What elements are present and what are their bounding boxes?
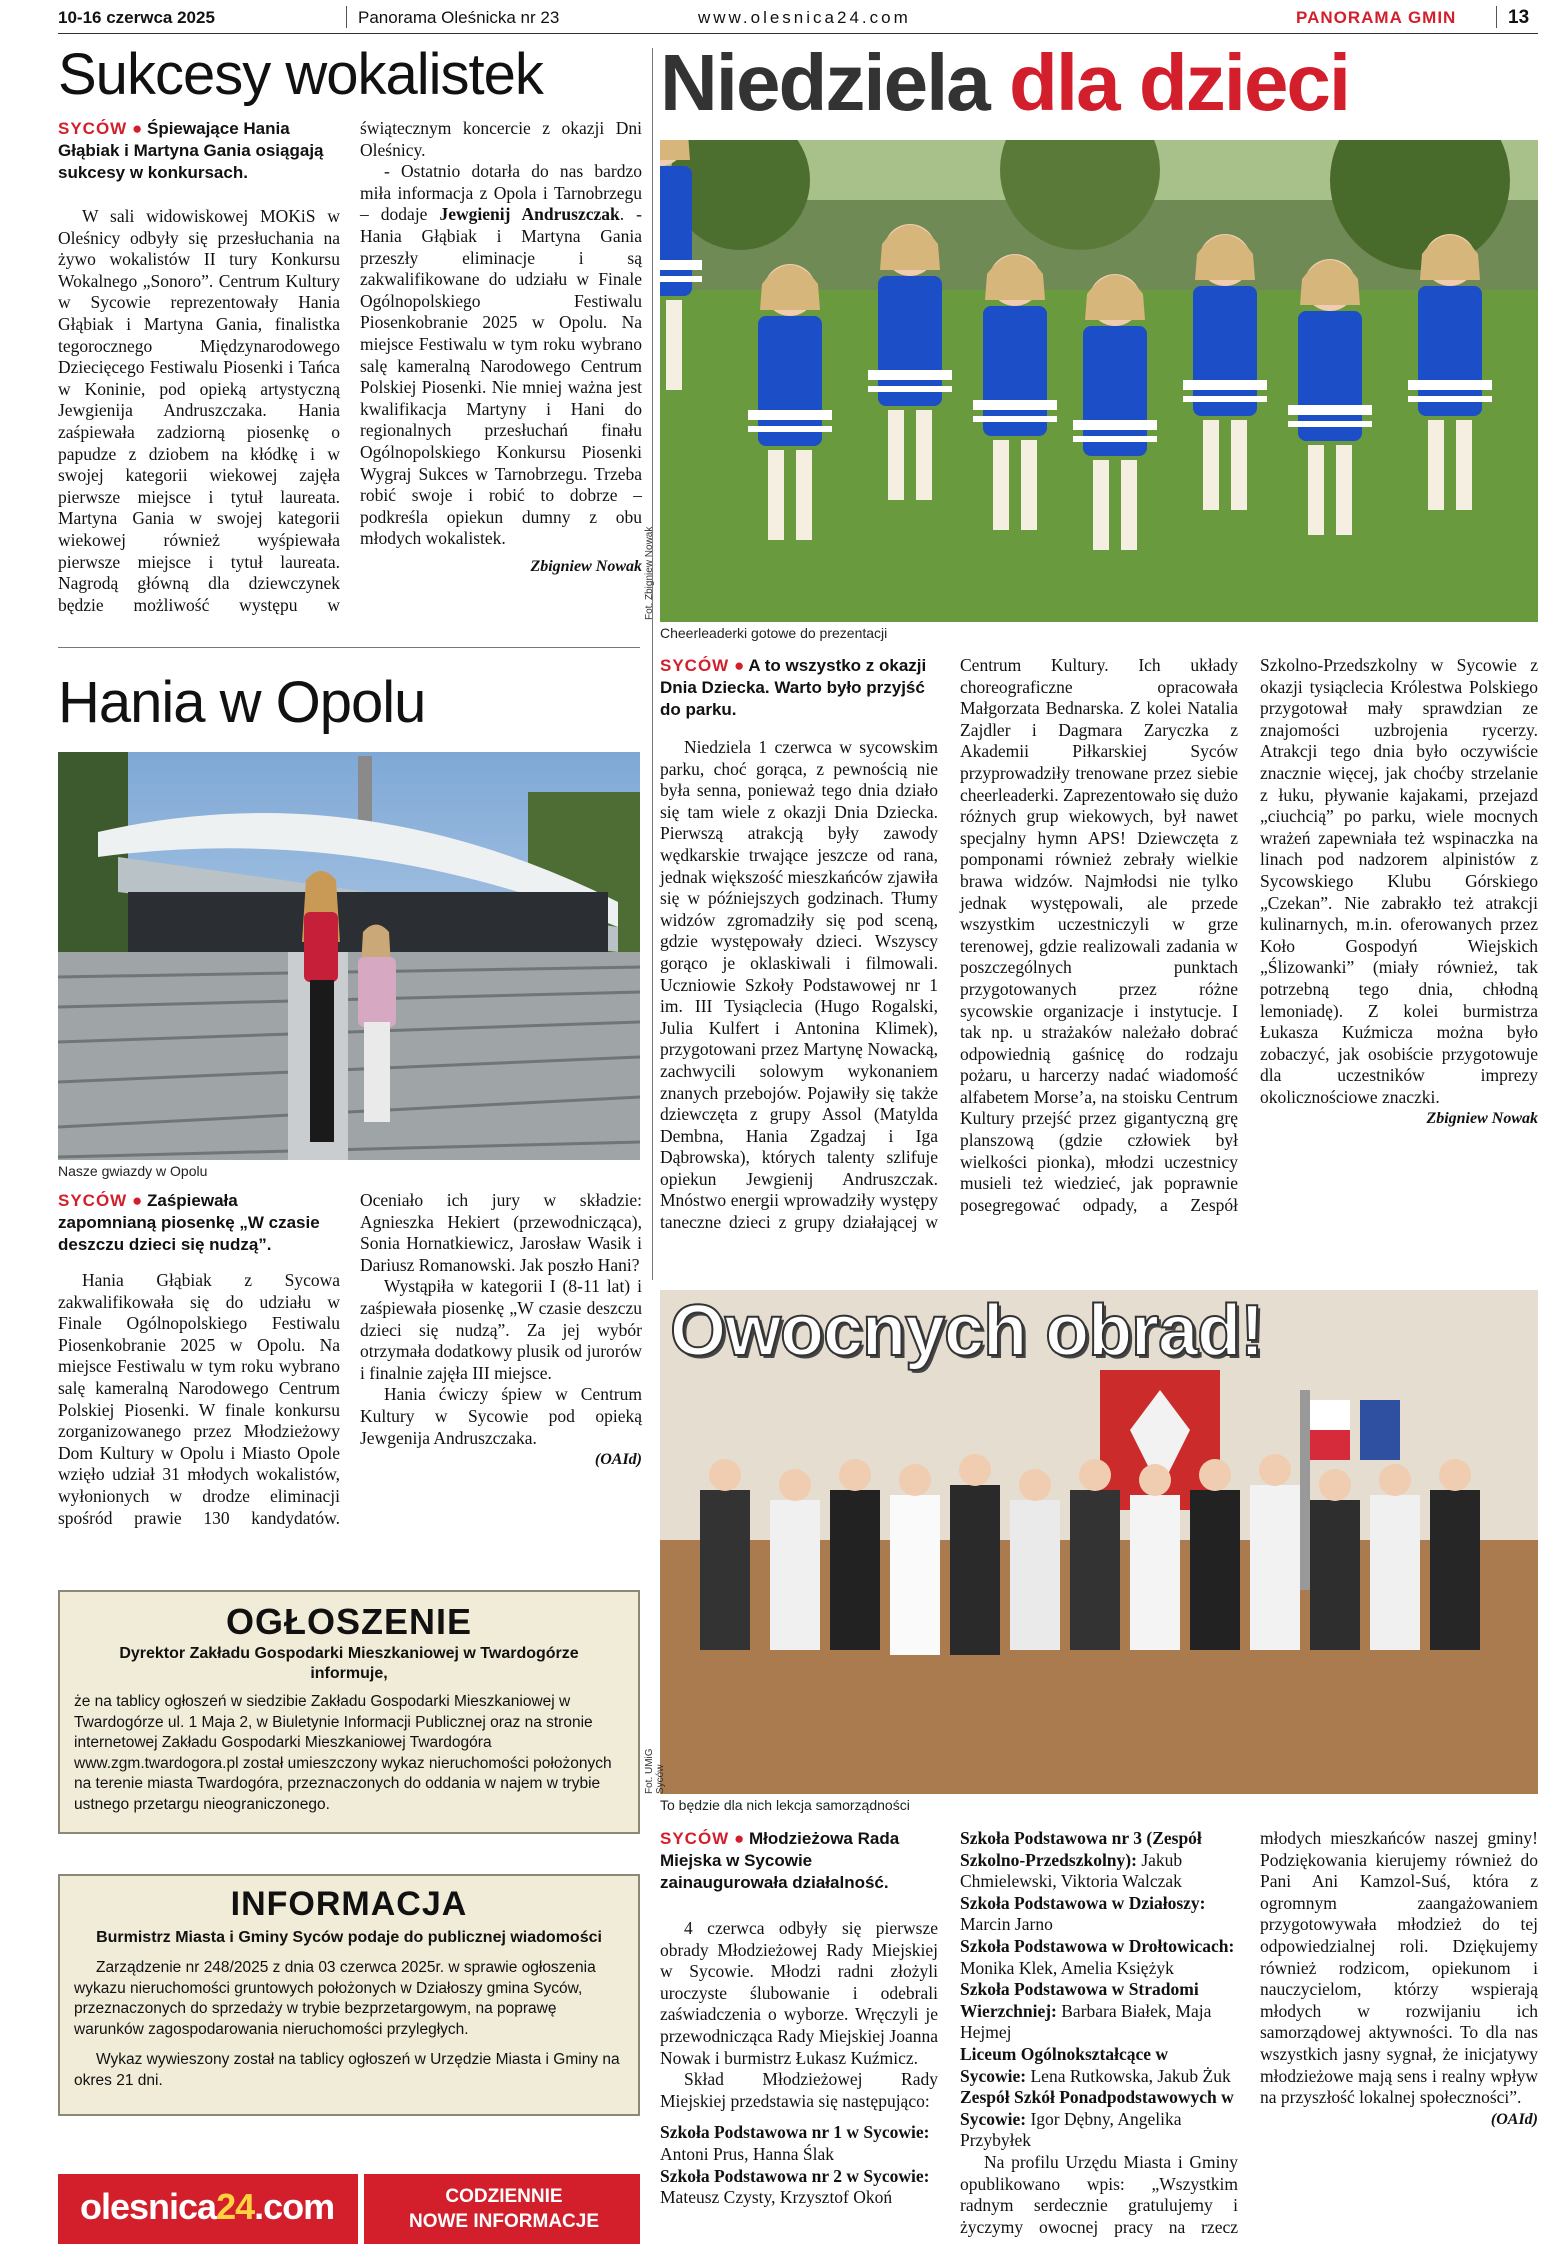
location-tag: SYCÓW [660,656,730,675]
council-member-item: Szkoła Podstawowa nr 3 (Zespół Szkolno-Przedszkolny): Jakub Chmielewski, Viktoria Walczak [960,1828,1202,1892]
council-member-item: Liceum Ogólnokształcące w Sycowie: Lena Rutkowska, Jakub Żuk [960,2043,1231,2086]
info-title: INFORMACJA [230,1885,468,1923]
location-tag: SYCÓW [660,1829,730,1848]
issue-name: Panorama Oleśnicka nr 23 [358,8,560,27]
council-member-item: Szkoła Podstawowa w Działoszy: Marcin Jarno [960,1892,1206,1935]
page-header [58,4,1538,34]
info-body-2: Wykaz wywieszony został na tablicy ogłoszeń w Urzędzie Miasta i Gminy na okres 21 dni. [74,2051,620,2089]
council-member-item: Szkoła Podstawowa nr 1 w Sycowie: Antoni Prus, Hanna Ślak [660,2122,930,2164]
site-url[interactable]: www.olesnica24.com [698,8,911,27]
location-tag: SYCÓW [58,119,128,138]
article-body: Niedziela 1 czerwca w sycowskim parku, choć gorąca, z pewnością nie była senna, ponieważ tego dnia działo się tam wiele z okazji Dnia Dziecka. Pierwszą atrakcją były zawody wędkarskie trwające jeszcze od rana, jednak większość mieszkańców zjawiła się w późniejszych godzinach. Tłumy widzów zgromadziły się pod sceną, gdzie występowały dzieci. Wszyscy gorąco je oklaskiwali i filmowali. Uczniowie Szkoły Podstawowej nr 1 im. III Tysiąclecia (Hugo Rogalski, Julia Kulfert i Antonina Klimek), przygotowani przez Martynę Nowacką, zachwycili solowym wykonaniem znanych przebojów. Pojawiły się także dziewczęta z grupy Assol (Matylda Dembna, Hania Zgadzaj i Iga Dąbrowska), których talenty szlifuje opiekun Jewgienij Andruszczak. Mnóstwo energii wprowadziły występy taneczne dzieci z grupy działającej w Centrum Kultury. Ich układy choreograficzne opracowała Małgorzata Bednarska. Z kolei Natalia Zajdler i Dagmara Zaryczka z Akademii Piłkarskiej Syców przyprowadziły trenowane przez siebie cheerleaderki. Zaprezentowało się dużo różnych grup wiekowych, był nawet specjalny hymn APS! Dziewczęta z pomponami również zebrały wielkie brawa widzów. Najmłodsi nie tylko jednak występowali, ale przede wszystkim uczestniczyli w grze terenowej, gdzie realizowali zadania w poszczególnych punktach przygotowanych przez różne sycowskie organizacje i instytucje. I tak np. u strażaków należało dobrać odpowiednią gaśnicę do rodzaju pożaru, u harcerzy nadać wiadomość alfabetem Morse’a, na stoisku Centrum Kultury przejść przez gigantyczną grę planszową (gdzie człowiek był wielkości pionka), młodzi uczestnicy musieli też wiedzieć, jak poprawnie posegregować odpady, a Zespół Szkolno-Przedszkolny w Sycowie z okazji tysiąclecia Królestwa Polskiego przygotował mały sprawdzian ze znajomości uzbrojenia rycerzy. Atrakcji tego dnia było oczywiście znacznie więcej, jak choćby strzelanie z łuku, pływanie kajakami, przejazd „ciuchcią” po parku, wiele mocnych wrażeń zapewniała też wspinaczka na linach pod nadzorem alpinistów z Sycowskiego Klubu Górskiego „Czekan”. Nie zabrakło też atrakcji kulinarnych, m.in. oferowanych przez Koło Gospodyń Wiejskich „Ślizowanki” (miały również, tak potrzebną tego dnia, chłodną lemoniadę). Z kolei burmistrza Łukasza Kuźmicza można było zobaczyć, jak osobiście przygotowuje dla uczestników imprezy okolicznościowe znaczki. Zbigniew Nowak [660,655,1538,1233]
author-signature: Zbigniew Nowak [530,557,642,575]
location-tag: SYCÓW [58,1191,128,1210]
article-lead: SYCÓW ● Śpiewające Hania Głąbiak i Martyna Gania osiągają sukcesy w konkursach. [58,119,324,182]
header-divider [1496,6,1497,28]
photo-overlay-title: Owocnych obrad! [670,1291,1264,1371]
section-divider [58,647,640,648]
info-subtitle: Burmistrz Miasta i Gminy Syców podaje do publicznej wiadomości [96,1929,602,1946]
notice-box [58,1590,640,1834]
article-title: Sukcesy wokalistek [58,42,543,107]
section-name: PANORAMA GMIN [1296,8,1457,27]
photo-caption: Cheerleaderki gotowe do prezentacji [660,625,888,641]
article-body: 4 czerwca odbyły się pierwsze obrady Młodzieżowej Rady Miejskiej w Sycowie. Młodzi radni złożyli uroczyste ślubowanie i odebrali zaświadczenia o wyborze. Wręczyli je przewodnicząca Rady Miejskiej Joanna Nowak i burmistrz Łukasz Kuźmicz. Skład Młodzieżowej Rady Miejskiej przedstawia się następująco: Szkoła Podstawowa nr 1 w Sycowie: Antoni Prus, Hanna Ślak Szkoła Podstawowa nr 2 w Sycowie: Mateusz Czysty, Krzysztof Okoń Szkoła Podstawowa nr 3 (Zespół Szkolno-Przedszkolny): Jakub Chmielewski, Viktoria Walczak Szkoła Podstawowa w Działoszy: Marcin Jarno Szkoła Podstawowa w Drołtowicach: Monika Klek, Amelia Księżyk Szkoła Podstawowa w Stradomi Wierzchniej: Barbara Białek, Maja Hejmej Liceum Ogólnokształcące w Sycowie: Lena Rutkowska, Jakub Żuk Zespół Szkół Ponadpodstawowych w Sycowie: Igor Dębny, Angelika Przybyłek Na profilu Urzędu Miasta i Gminy opublikowano wpis: „Wszystkim radnym serdecznie gratulujemy i życzymy owocnej pracy na rzecz młodych mieszkańców naszej gminy! Podziękowania kierujemy również do Pani Ani Kamzol-Suś, która z ogromnym zaangażowaniem przygotowywała młodzież do tej odpowiedzialnej roli. Dziękujemy również rodzicom, opiekunom i nauczycielom, którzy wspierają młodych w rozwijaniu ich samorządowej aktywności. To dla nas wszystkich jasny sygnał, że inicjatywy młodzieżowe mają sens i realny wpływ na przyszłość lokalnej społeczności”. (OAId) [660,1828,1538,2246]
article-lead: SYCÓW ● Zaśpiewała zapomnianą piosenkę „W czasie deszczu dzieci się nudzą”. [58,1191,320,1254]
issue-date: 10-16 czerwca 2025 [58,8,215,27]
photo-opole-amphitheatre [58,752,640,1160]
photo-caption: Nasze gwiazdy w Opolu [58,1163,208,1179]
article-body: Hania Głąbiak z Sycowa zakwalifikowała się do udziału w Finale Ogólnopolskiego Festiwalu Piosenkobranie 2025 w Opolu. Na miejsce Festiwalu w tym roku wybrano salę kameralną Narodowego Centrum Polskiej Piosenki. W finale konkursu zorganizowanego przez Młodzieżowy Dom Kultury w Opolu i Miasto Opole wzięło udział 31 młodych wokalistów, wyłonionych w drodze eliminacji spośród prawie 130 kandydatów. Oceniało ich jury w składzie: Agnieszka Hekiert (przewodnicząca), Sonia Hornatkiewicz, Jarosław Wasik i Dariusz Romanowski. Jak poszło Hani? Wystąpiła w kategorii I (8-11 lat) i zaśpiewała piosenkę „W czasie deszczu dzieci się nudzą”. Za jej wybór otrzymała dodatkowy plusik od jurorów i finalnie zajęła III miejsce. Hania ćwiczy śpiew w Centrum Kultury w Sycowie pod opieką Jewgenija Andruszczaka. (OAId) [58,1190,642,1528]
info-body: Zarządzenie nr 248/2025 z dnia 03 czerwca 2025r. w sprawie ogłoszenia wykazu nieruchomości gruntowych położonych w Działoszy gmina Syców, przeznaczonych do sprzedaży w trybie bezprzetargowym, na poprawę warunków zagospodarowania nieruchomości przyległych. [74,1959,596,2038]
notice-subtitle: Dyrektor Zakładu Gospodarki Mieszkaniowej w Twardogórze informuje, [119,1645,579,1682]
article-title: Hania w Opolu [58,670,426,735]
promo-text: CODZIENNIE NOWE INFORMACJE [409,2186,599,2232]
notice-title: OGŁOSZENIE [225,1601,473,1642]
article-lead: SYCÓW ● A to wszystko z okazji Dnia Dziecka. Warto było przyjść do parku. [660,656,927,719]
author-signature: (OAId) [1490,2110,1538,2128]
header-divider [346,6,347,28]
council-member-item: Zespół Szkół Ponadpodstawowych w Sycowie: Igor Dębny, Angelika Przybyłek [960,2087,1234,2151]
photo-youth-council [660,1290,1538,1794]
article-title: Niedziela dla dzieci [660,38,1350,127]
notice-body: że na tablicy ogłoszeń w siedzibie Zakładu Gospodarki Mieszkaniowej w Twardogórze ul. 1 Maja 2, w Biuletynie Informacji Publicznej oraz na stronie internetowej Zakładu Gospodarki Mieszkaniowej Twardogóra www.zgm.twardogora.pl został umieszczony wykaz nieruchomości położonych na terenie miasta Twardogóra, przeznaczonych do oddania w najem w trybie ustnego przetargu nieograniczonego. [74,1693,612,1813]
information-box [58,1874,640,2116]
article-lead: SYCÓW ● Młodzieżowa Rada Miejska w Sycowie zainaugurowała działalność. [660,1829,900,1892]
council-member-item: Szkoła Podstawowa w Stradomi Wierzchniej: Barbara Białek, Maja Hejmej [960,1979,1212,2043]
article-body: W sali widowiskowej MOKiS w Oleśnicy odbyły się przesłuchania na żywo wokalistów II tury Konkursu Wokalnego „Sonoro”. Centrum Kultury w Sycowie reprezentowały Hania Głąbiak i Martyna Gania, finalistka tegorocznego Międzynarodowego Dziecięcego Festiwalu Piosenki i Tańca w Koninie, pod opieką artystyczną Jewgienija Andruszczaka. Hania zaśpiewała zadziorną piosenkę o papudze z dziobem na kłódkę i w swojej kategorii wiekowej zajęła pierwsze miejsce i tytuł laureata. Martyna Gania w swojej kategorii wiekowej również wyśpiewała pierwsze miejsce i tytuł laureata. Nagrodą główną dla dziewczynek będzie możliwość występu w świątecznym koncercie z okazji Dni Oleśnicy. - Ostatnio dotarła do nas bardzo miła informacja z Opola i Tarnobrzegu – dodaje Jewgienij Andruszczak. - Hania Głąbiak i Martyna Gania przeszły eliminacje i są zakwalifikowane do udziału w Finale Ogólnopolskiego Festiwalu Piosenkobranie 2025 w Opolu. Na miejsce Festiwalu w tym roku wybrano salę kameralną Narodowego Centrum Polskiej Piosenki. Nie mniej ważna jest kwalifikacja Martyny i Hani do regionalnych przesłuchań finału Ogólnopolskiego Konkursu Piosenki Wygraj Sukces w Tarnobrzegu. Trzeba robić swoje i robić to dobrze – podkreśla opiekun dumny z obu młodych wokalistek. Zbigniew Nowak [58,118,642,615]
photo-credit: Fot. Zbigniew Nowak [644,526,655,620]
author-signature: Zbigniew Nowak [1426,1110,1538,1128]
author-signature: (OAId) [594,1451,642,1469]
photo-cheerleaders [660,140,1538,622]
column-divider [652,48,653,1280]
page-number: 13 [1508,7,1530,28]
council-member-item: Szkoła Podstawowa nr 2 w Sycowie: Mateusz Czysty, Krzysztof Okoń [660,2165,930,2208]
photo-caption: To będzie dla nich lekcja samorządności [660,1797,910,1813]
promo-banner[interactable] [58,2174,640,2244]
site-logo: olesnica24.com [80,2186,335,2227]
photo-credit: Fot. UMiG Syców [644,1748,666,1794]
council-member-item: Szkoła Podstawowa w Drołtowicach: Monika Klek, Amelia Księżyk [960,1935,1235,1978]
promo-divider [358,2174,364,2244]
